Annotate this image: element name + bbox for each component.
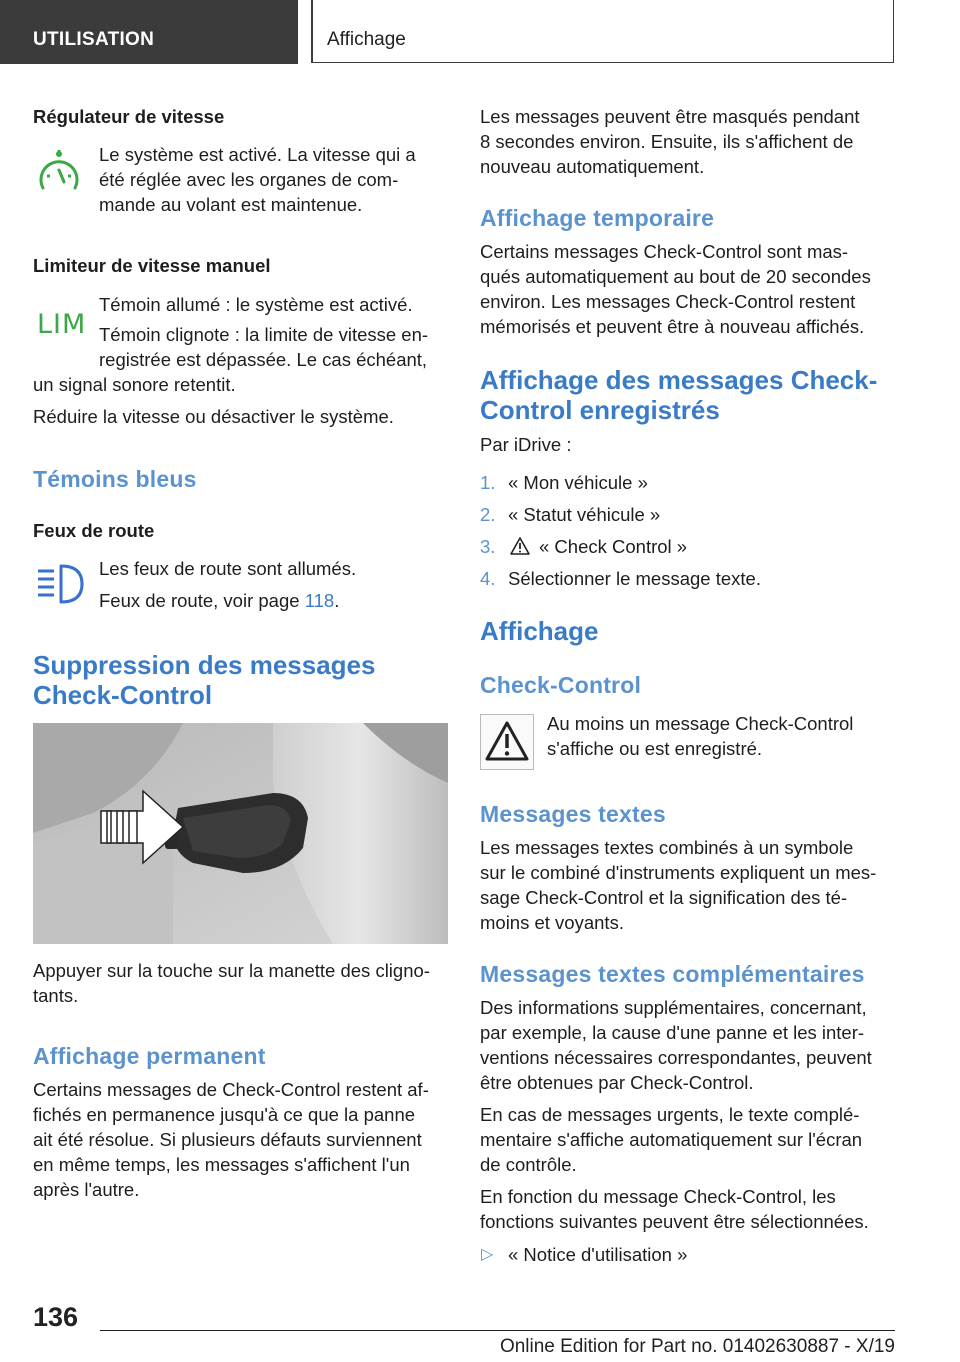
feux-title: Feux de route [33,520,155,541]
intro-text-2: 8 secondes environ. Ensuite, ils s'affichent de [480,131,854,152]
bullet-marker-icon: ▷ [481,1246,494,1263]
step-2-text: « Statut véhicule » [508,504,661,525]
check-text-2: s'affiche ou est enregistré. [547,738,763,759]
appuyer-text-2: tants. [33,985,79,1006]
bullet-text: « Notice d'utilisation » [508,1244,688,1265]
regulateur-text-3: mande au volant est maintenue. [99,194,363,215]
compl-text-2c: de contrôle. [480,1154,577,1175]
textes-text-3: sage Check-Control et la signification des té- [480,887,848,908]
temporaire-text-1: Certains messages Check-Control sont mas- [480,241,849,262]
step-1-number: 1. [480,472,496,493]
check-control-heading: Check-Control [480,672,642,698]
check-text-1: Au moins un message Check-Control [547,713,854,734]
page-link-118[interactable]: 118 [304,590,335,611]
intro-text-1: Les messages peuvent être masqués pendant [480,106,860,127]
intro-text-3: nouveau automatiquement. [480,156,705,177]
regulateur-title: Régulateur de vitesse [33,106,225,127]
cruise-control-icon [36,150,82,194]
step-1-text: « Mon véhicule » [508,472,648,493]
footer-edition: Online Edition for Part no. 01402630887 - X/19 [499,1336,895,1357]
permanent-text-4: en même temps, les messages s'affichent l'un [33,1154,410,1175]
feux-text-1: Les feux de route sont allumés. [99,558,357,579]
temporaire-text-4: mémorisés et peuvent être à nouveau affichés. [480,316,865,337]
compl-text-1a: Des informations supplémentaires, concernant, [480,997,867,1018]
compl-text-1c: ventions nécessaires correspondantes, peuvent [480,1047,872,1068]
regulateur-text-2: été réglée avec les organes de com- [99,169,399,190]
section-title: UTILISATION [33,29,155,50]
section-tab [0,0,298,64]
chapter-tab [311,0,894,63]
limiteur-text-2b: registrée est dépassée. Le cas échéant, [99,349,428,370]
feux-text-2-suffix: . [334,590,340,611]
regulateur-text-1: Le système est activé. La vitesse qui a [99,144,416,165]
warning-icon [509,536,531,556]
check-control-warning-icon [480,714,534,770]
textes-text-1: Les messages textes combinés à un symbole [480,837,854,858]
compl-text-2b: mentaire s'affiche automatiquement sur l'écran [480,1129,863,1150]
permanent-text-3: ait été résolue. Si plusieurs défauts surviennent [33,1129,422,1150]
lim-icon: LIM [37,309,87,340]
textes-heading: Messages textes [480,801,666,827]
compl-text-1d: être obtenues par Check-Control. [480,1072,754,1093]
step-4-number: 4. [480,568,496,589]
limiteur-text-2a: Témoin clignote : la limite de vitesse en- [99,324,429,345]
step-4-text: Sélectionner le message texte. [508,568,761,589]
enregistres-heading-1: Affichage des messages Check- [480,365,878,395]
compl-text-3a: En fonction du message Check-Control, les [480,1186,836,1207]
affichage-heading: Affichage [480,616,599,646]
suppression-heading-2: Check-Control [33,680,213,710]
step-2-number: 2. [480,504,496,525]
permanent-text-2: fichés en permanence jusqu'à ce que la panne [33,1104,416,1125]
appuyer-text-1: Appuyer sur la touche sur la manette des cligno- [33,960,430,981]
textes-text-2: sur le combiné d'instruments expliquent un mes- [480,862,877,883]
page-number: 136 [33,1302,79,1332]
permanent-text-1: Certains messages de Check-Control restent af- [33,1079,429,1100]
temporaire-heading: Affichage temporaire [480,205,715,231]
feux-text-2 [99,588,339,613]
limiteur-text-2c: un signal sonore retentit. [33,374,236,395]
complementaires-heading: Messages textes complémentaires [480,961,865,987]
high-beam-icon [36,563,84,605]
temporaire-text-3: environ. Les messages Check-Control restent [480,291,856,312]
suppression-heading-1: Suppression des messages [33,650,376,680]
limiteur-text-3: Réduire la vitesse ou désactiver le système. [33,406,394,427]
compl-text-3b: fonctions suivantes peuvent être sélectionnées. [480,1211,869,1232]
compl-text-2a: En cas de messages urgents, le texte complé- [480,1104,860,1125]
step-3-number: 3. [480,536,496,557]
feux-text-2-prefix: Feux de route, voir page [99,590,305,611]
temporaire-text-2: qués automatiquement au bout de 20 secondes [480,266,871,287]
limiteur-text-1: Témoin allumé : le système est activé. [99,294,413,315]
limiteur-title: Limiteur de vitesse manuel [33,255,271,276]
compl-text-1b: par exemple, la cause d'une panne et les inter- [480,1022,865,1043]
footer-divider [100,1330,895,1331]
chapter-title: Affichage [327,29,406,50]
idrive-text: Par iDrive : [480,434,572,455]
textes-text-4: moins et voyants. [480,912,624,933]
step-3-text: « Check Control » [539,536,688,557]
enregistres-heading-2: Control enregistrés [480,395,720,425]
turn-signal-lever-photo [33,723,448,944]
permanent-heading: Affichage permanent [33,1043,266,1069]
permanent-text-5: après l'autre. [33,1179,140,1200]
temoins-heading: Témoins bleus [33,466,197,492]
